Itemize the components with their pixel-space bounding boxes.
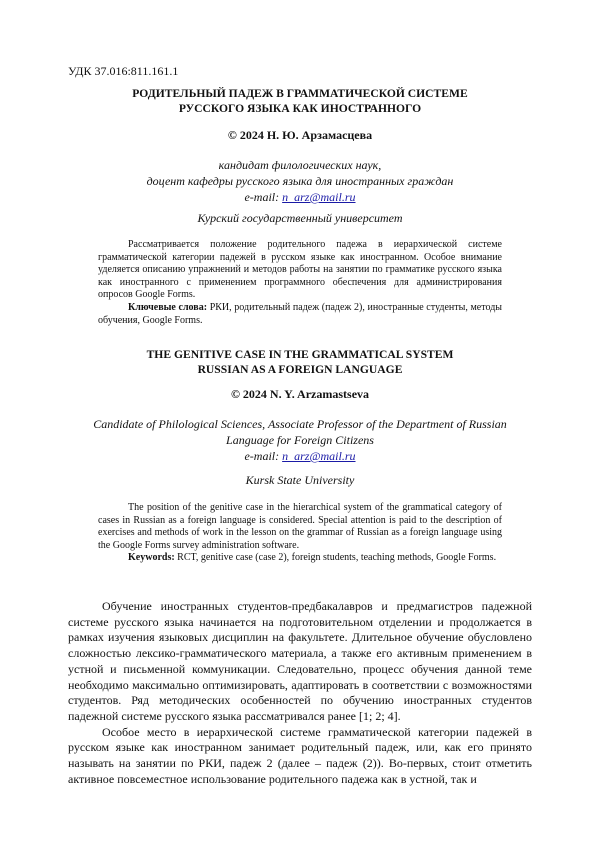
en-keywords-label: Keywords: bbox=[128, 552, 175, 564]
en-author: © 2024 N. Y. Arzamastseva bbox=[230, 387, 370, 401]
ru-title bbox=[60, 86, 540, 116]
en-keywords bbox=[98, 552, 502, 565]
ru-keywords-label: Ключевые слова: bbox=[128, 301, 208, 313]
en-position-line2: Language for Foreign Citizens bbox=[226, 433, 374, 447]
ru-keywords-text: РКИ, родительный падеж (падеж 2), иностранные студенты, методы обучения, Google Forms. bbox=[98, 301, 503, 326]
ru-abstract-block bbox=[98, 239, 502, 327]
ru-title-line2: РУССКОГО ЯЗЫКА КАК ИНОСТРАННОГО bbox=[178, 102, 422, 115]
body-paragraph-2: Особое место в иерархической системе грамматической категории падежей в русском языке как иностранном занимает родительный падеж, или, как его принято называть на занятии по РКИ, падеж 2 (далее – падеж (2)). Во-первых, стоит отметить активное повсеместное использование родительного падежа как в устной, так и bbox=[68, 724, 532, 786]
en-title-line2: RUSSIAN AS A FOREIGN LANGUAGE bbox=[197, 363, 403, 376]
body-paragraph-1: Обучение иностранных студентов-предбакалавров и предмагистров падежной системе русского языка начинается на подготовительном отделении и продолжается в рамках изучения языковых дисциплин на факультете. Длительное обучение обусловлено сложностью лексико-грамматического материала, а также его активным применением в устной и письменной коммуникации. Следовательно, процесс обучения данной теме необходимо максимально оптимизировать, адаптировать в соответствии с возможностями студентов. Ряд методических особенностей по обучению иностранных студентов падежной системе русского языка рассматривался ранее [1; 2; 4]. bbox=[68, 599, 532, 723]
en-email-line bbox=[60, 448, 540, 464]
ru-position-line2: доцент кафедры русского языка для иностранных граждан bbox=[146, 174, 454, 188]
ru-author: © 2024 Н. Ю. Арзамасцева bbox=[227, 128, 373, 142]
ru-email-line bbox=[60, 189, 540, 205]
ru-title-line1: РОДИТЕЛЬНЫЙ ПАДЕЖ В ГРАММАТИЧЕСКОЙ СИСТЕМЕ bbox=[132, 87, 468, 100]
ru-affiliation bbox=[60, 157, 540, 205]
en-email-label: e-mail: bbox=[244, 449, 280, 463]
en-position-line1: Candidate of Philological Sciences, Associate Professor of the Department of Russian bbox=[93, 417, 507, 431]
en-title-line1: THE GENITIVE CASE IN THE GRAMMATICAL SYSTEM bbox=[146, 348, 454, 361]
en-university: Kursk State University bbox=[245, 473, 355, 487]
article-body bbox=[68, 599, 532, 787]
udk-code: УДК 37.016:811.161.1 bbox=[68, 64, 179, 78]
en-title bbox=[60, 347, 540, 377]
en-email-link[interactable]: n_arz@mail.ru bbox=[282, 449, 356, 463]
ru-position-line1: кандидат филологических наук, bbox=[218, 158, 382, 172]
ru-email-label: e-mail: bbox=[244, 190, 280, 204]
en-keywords-text: RCT, genitive case (case 2), foreign students, teaching methods, Google Forms. bbox=[177, 552, 497, 564]
en-abstract: The position of the genitive case in the hierarchical system of the grammatical category of cases in Russian as a foreign language is considered. Special attention is paid to the description of exercises and methods of work in the lesson on the grammar of Russian as a foreign language using the Google Forms survey administration software. bbox=[98, 502, 502, 551]
ru-keywords bbox=[98, 302, 502, 327]
en-abstract-block bbox=[98, 502, 502, 565]
en-affiliation bbox=[60, 416, 540, 464]
ru-abstract: Рассматривается положение родительного падежа в иерархической системе грамматической категории падежей в русском языке как иностранном. Особое внимание уделяется описанию упражнений и методов работы на занятии по грамматике русского языка как иностранного с применением программного обеспечения для администрирования опросов Google Forms. bbox=[98, 239, 502, 301]
ru-university: Курский государственный университет bbox=[197, 211, 403, 225]
ru-email-link[interactable]: n_arz@mail.ru bbox=[282, 190, 356, 204]
